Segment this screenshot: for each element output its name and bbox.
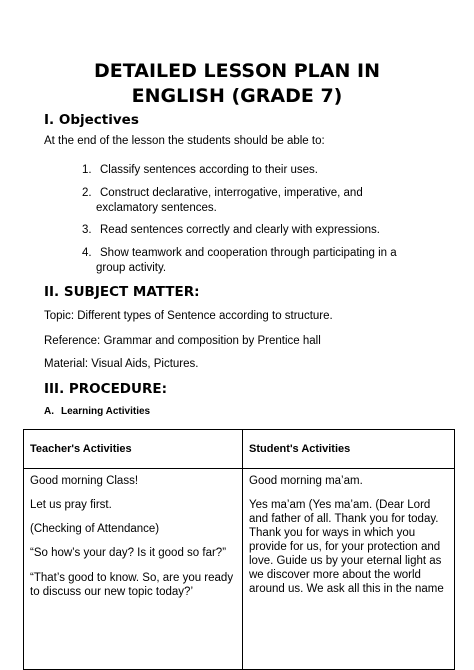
objective-number: 3. [82,224,92,236]
objective-number: 1. [82,164,92,176]
objective-text: Show teamwork and cooperation through participating in a [100,247,397,259]
teacher-line: (Checking of Attendance) [30,523,160,535]
objective-item-4 [82,246,397,276]
subject-topic: Topic: Different types of Sentence according to structure. [44,310,333,322]
objective-item-2 [82,186,363,216]
subheading-letter: A. [44,406,54,417]
student-activities-header: Student's Activities [243,430,455,469]
document-title [0,59,474,109]
teacher-activities-cell [24,469,243,670]
student-line: we discover more about the world [249,569,421,581]
objective-item-3 [82,223,380,238]
title-line-2: ENGLISH (GRADE 7) [131,85,343,107]
student-line: and father of all. Thank you for today. [249,513,439,525]
subheading-label: Learning Activities [61,406,151,417]
teacher-line: Good morning Class! [30,475,139,487]
objective-text-continued: group activity. [96,262,167,274]
student-line: provide for us, for your protection and [249,541,441,553]
student-line: love. Guide us by your eternal light as [249,555,442,567]
subject-matter-heading: II. SUBJECT MATTER: [44,284,200,300]
subject-reference: Reference: Grammar and composition by Prentice hall [44,335,321,347]
student-line: Thank you for ways in which you [249,527,416,539]
student-line: Yes ma’am (Yes ma’am. (Dear Lord [249,499,431,511]
student-line: Good morning ma’am. [249,475,363,487]
teacher-line: “So how’s your day? Is it good so far?” [30,547,227,559]
procedure-heading: III. PROCEDURE: [44,381,167,397]
student-line: around us. We ask all this in the name [249,583,444,595]
objective-text: Read sentences correctly and clearly with expressions. [100,224,380,236]
teacher-line: “That’s good to know. So, are you ready [30,572,234,584]
objectives-intro: At the end of the lesson the students should be able to: [44,135,325,147]
objective-text: Construct declarative, interrogative, imperative, and [100,187,363,199]
teacher-line: to discuss our new topic today?’ [30,586,194,598]
table-header-row [24,430,455,469]
student-activities-cell [243,469,455,670]
objectives-heading: I. Objectives [44,112,139,128]
title-line-1: DETAILED LESSON PLAN IN [94,60,380,82]
objective-text-continued: exclamatory sentences. [96,202,217,214]
teacher-activities-header: Teacher's Activities [24,430,243,469]
objective-number: 2. [82,187,92,199]
objective-text: Classify sentences according to their uses. [100,164,318,176]
activities-table [23,429,455,670]
objective-item-1 [82,163,318,178]
table-row [24,469,455,670]
procedure-subheading [44,406,150,417]
subject-material: Material: Visual Aids, Pictures. [44,358,199,370]
teacher-line: Let us pray first. [30,499,112,511]
objective-number: 4. [82,247,92,259]
